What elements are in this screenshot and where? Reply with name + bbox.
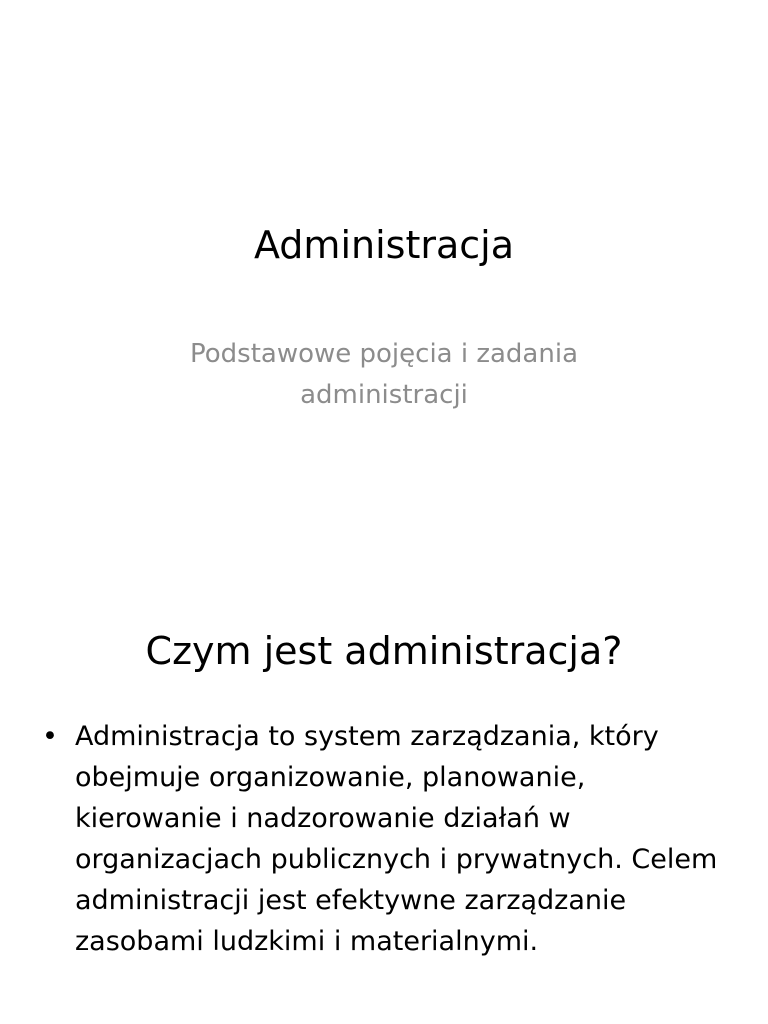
slide-content bbox=[0, 576, 768, 1024]
slide-title-heading: Administracja bbox=[253, 223, 514, 267]
bullet-text: Administracja to system zarządzania, który obejmuje organizowanie, planowanie, kierowanie i nadzorowanie działań w organizacjach publicznych i prywatnych. Celem administracji jest efektywne zarządzanie zasobami ludzkimi i materialnymi. bbox=[75, 721, 718, 957]
bullet-dot-icon: • bbox=[42, 721, 58, 752]
slide-subtitle: Podstawowe pojęcia i zadania administracji bbox=[189, 339, 579, 410]
bullet-list bbox=[38, 716, 738, 962]
slide-content-heading: Czym jest administracja? bbox=[145, 629, 623, 673]
bullet-item bbox=[38, 716, 738, 962]
